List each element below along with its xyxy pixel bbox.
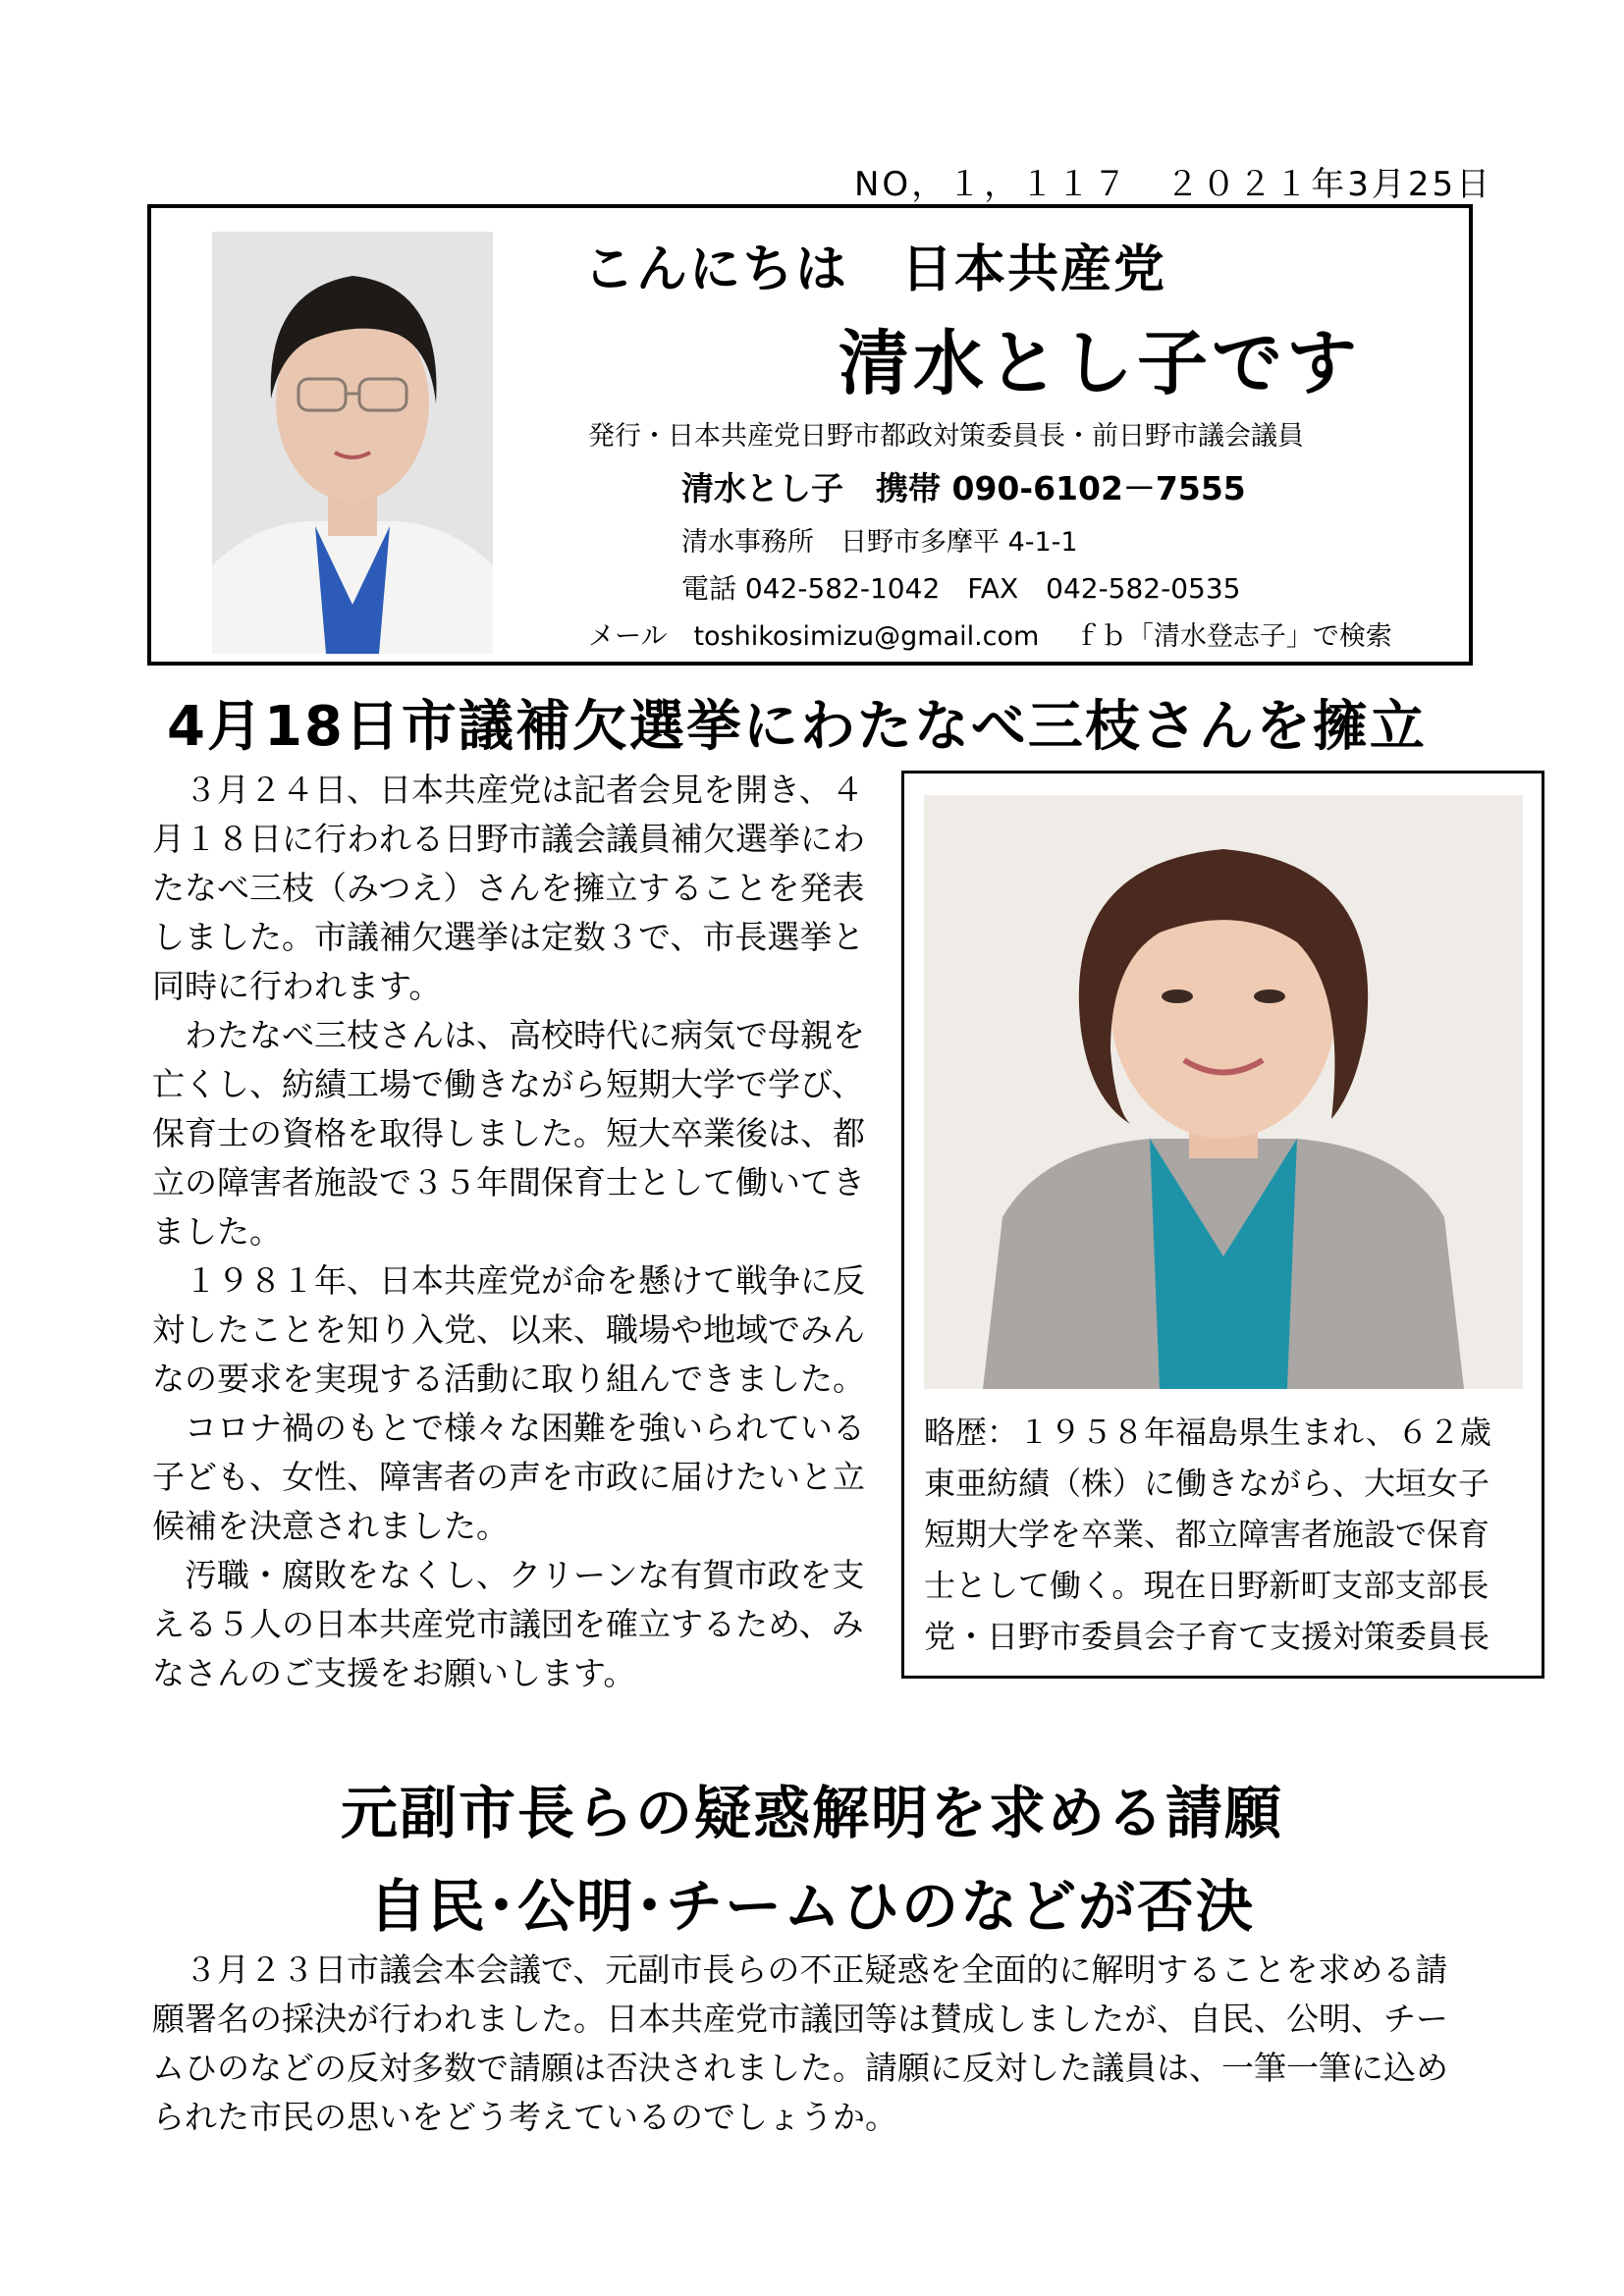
mail-line: メール toshikosimizu@gmail.com ｆｂ「清水登志子」で検索	[588, 621, 1392, 652]
article1-paragraph: わたなべ三枝さんは、高校時代に病気で母親を亡くし、紡績工場で働きながら短期大学で学び、保育士の資格を取得しました。短大卒業後は、都立の障害者施設で３５年間保育士として働いてきました。	[152, 1016, 865, 1251]
bio-line: 党・日野市委員会子育て支援対策委員長	[924, 1618, 1490, 1655]
phone-fax: 電話 042-582-1042 FAX 042-582-0535	[681, 572, 1241, 605]
article1-body	[152, 766, 879, 1698]
bio-line: 略歴：１９５８年福島県生まれ、６２歳	[924, 1414, 1491, 1451]
candidate-photo-box	[901, 771, 1544, 1679]
bio-line: 士として働く。現在日野新町支部支部長	[924, 1567, 1489, 1604]
candidate-photo	[924, 795, 1523, 1389]
author-portrait-image	[212, 232, 493, 654]
article2-paragraph: ３月２３日市議会本会議で、元副市長らの不正疑惑を全面的に解明することを求める請願署名の採決が行われました。日本共産党市議団等は賛成しましたが、自民、公明、チームひのなどの反対多数で請願は否決されました。請願に反対した議員は、一筆一筆に込められた市民の思いをどう考えているのでしょうか。	[152, 1950, 1448, 2136]
bio-line: 短期大学を卒業、都立障害者施設で保育	[924, 1516, 1490, 1553]
office-address: 清水事務所 日野市多摩平 4-1-1	[681, 527, 1078, 558]
article1-paragraph: 汚職・腐敗をなくし、クリーンな有賀市政を支える５人の日本共産党市議団を確立するため、みなさんのご支援をお願いします。	[152, 1556, 865, 1692]
header-name: 清水とし子です	[839, 322, 1362, 404]
article2-headline: 元副市長らの疑惑解明を求める請願	[340, 1780, 1283, 1846]
author-portrait	[212, 232, 493, 654]
issue-number-date: NO，１，１１７ ２０２１年3月25日	[854, 165, 1493, 204]
article1-headline: 4月18日市議補欠選挙にわたなべ三枝さんを擁立	[167, 695, 1427, 759]
article1-paragraph: コロナ禍のもとで様々な困難を強いられている子ども、女性、障害者の声を市政に届けたいと立候補を決意されました。	[152, 1409, 865, 1545]
article1-paragraph: １９８１年、日本共産党が命を懸けて戦争に反対したことを知り入党、以来、職場や地域でみんなの要求を実現する活動に取り組んできました。	[152, 1261, 865, 1398]
publisher-line: 発行・日本共産党日野市都政対策委員長・前日野市議会議員	[588, 421, 1304, 452]
header-greeting: こんにちは 日本共産党	[583, 240, 1167, 299]
article2-body	[152, 1946, 1478, 2142]
article2-subheadline: 自民･公明･チームひのなどが否決	[368, 1873, 1255, 1940]
contact-name-phone: 清水とし子 携帯 090-6102－7555	[681, 469, 1246, 507]
candidate-photo-image	[924, 795, 1523, 1389]
bio-line: 東亜紡績（株）に働きながら、大垣女子	[924, 1465, 1490, 1502]
article1-paragraph: ３月２４日、日本共産党は記者会見を開き、４月１８日に行われる日野市議会議員補欠選挙にわたなべ三枝（みつえ）さんを擁立することを発表しました。市議補欠選挙は定数３で、市長選挙と同時に行われます。	[152, 771, 865, 1005]
header-box	[147, 204, 1473, 666]
candidate-bio	[924, 1407, 1533, 1662]
